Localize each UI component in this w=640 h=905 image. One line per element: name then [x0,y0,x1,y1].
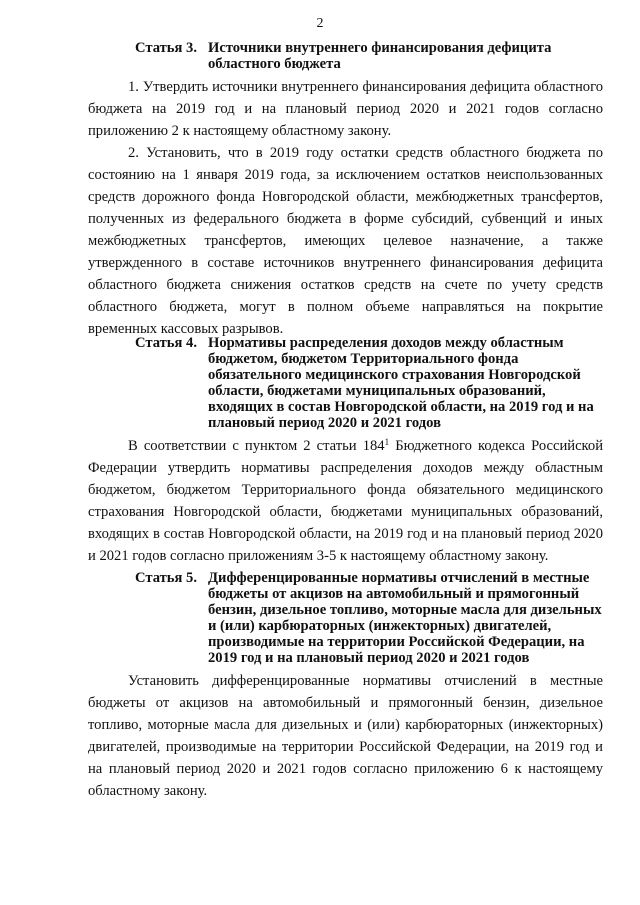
page-number: 2 [316,16,324,31]
article-4-paragraph [88,435,603,567]
article-4-number: Статья 4. [135,335,197,351]
article-5-heading [135,570,603,666]
article-4-title: Нормативы распределения доходов между областным бюджетом, бюджетом Территориального фонда обязательного медицинского страхования Новгородской области, бюджетами муниципальных образований, входящих в состав Новгородской области, на 2019 год и на плановый период 2020 и 2021 годов [208,335,594,431]
article-4-text-end: Бюджетного кодекса Российской Федерации утвердить нормативы распределения доходов между областным бюджетом, бюджетом Территориального фонда обязательного медицинского страхования Новгородской области, бюджетами муниципальных образований, входящих в состав Новгородской области, на 2019 год и на плановый период 2020 и 2021 годов согласно приложениям 3-5 к настоящему областному закону. [88,438,604,564]
article-4-superscript: 1 [384,437,390,447]
article-3-paragraph-1: 1. Утвердить источники внутреннего финансирования дефицита областного бюджета на 2019 год и на плановый период 2020 и 2021 годов согласно приложению 2 к настоящему областному закону. [88,79,603,139]
article-5-number: Статья 5. [135,570,197,586]
article-3-title: Источники внутреннего финансирования дефицита областного бюджета [208,40,552,72]
article-3-number: Статья 3. [135,40,197,56]
article-3-paragraph-2: 2. Установить, что в 2019 году остатки средств областного бюджета по состоянию на 1 января 2019 года, за исключением остатков неиспользованных средств дорожного фонда Новгородской области, межбюджетных трансфертов, полученных из федерального бюджета в форме субсидий, субвенций и иных межбюджетных трансфертов, имеющих целевое назначение, а также утвержденного в составе источников внутреннего финансирования дефицита областного бюджета снижения остатков средств на счете по учету средств областного бюджета, могут в полном объеме направляться на покрытие временных кассовых разрывов. [88,145,603,337]
article-3 [88,40,603,340]
article-5-title: Дифференцированные нормативы отчислений в местные бюджеты от акцизов на автомобильный и прямогонный бензин, дизельное топливо, моторные масла для дизельных и (или) карбюраторных (инжекторных) двигателей, производимые на территории Российской Федерации, на 2019 год и на плановый период 2020 и 2021 годов [208,570,602,666]
article-3-heading [135,40,603,72]
article-4-text-start: В соответствии с пунктом 2 статьи 184 [128,438,385,454]
article-5 [88,570,603,802]
article-5-paragraph: Установить дифференцированные нормативы отчислений в местные бюджеты от акцизов на автомобильный и прямогонный бензин, дизельное топливо, моторные масла для дизельных и (или) карбюраторных (инжекторных) двигателей, производимые на территории Российской Федерации, на 2019 год и на плановый период 2020 и 2021 годов согласно приложению 6 к настоящему областному закону. [88,673,603,799]
article-4 [88,335,603,567]
article-4-heading [135,335,603,431]
